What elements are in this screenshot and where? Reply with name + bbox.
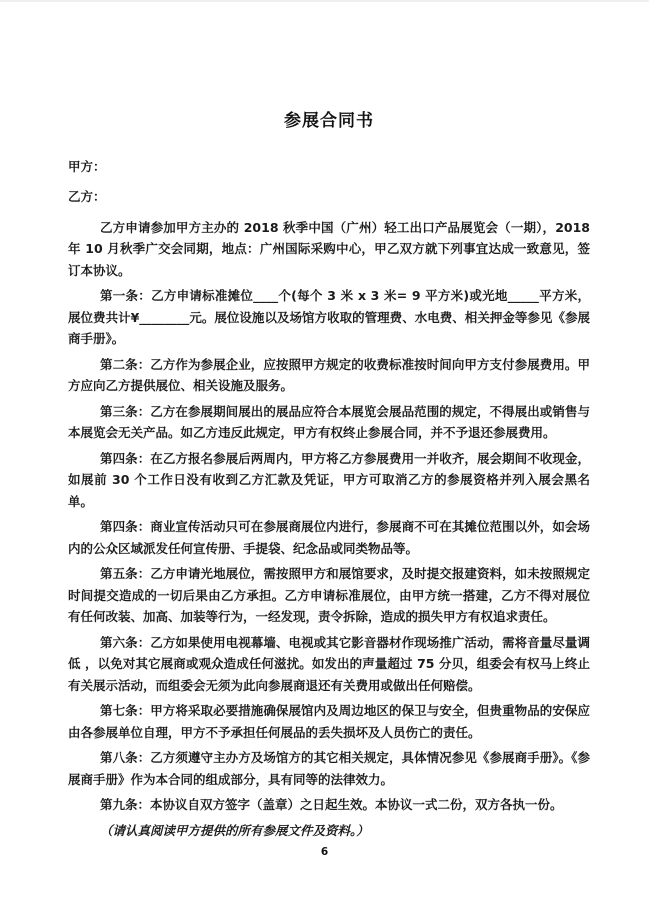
clause-paragraph [68, 401, 590, 444]
document-title: 参展合同书 [284, 111, 374, 131]
clause-paragraph [68, 632, 590, 697]
clause-text: 乙方申请光地展位，需按照甲方和展馆要求，及时提交报建资料，如未按照规定时间提交造成的一切后果由乙方承担。乙方申请标准展位，由甲方统一搭建，乙方不得对展位有任何改装、加高、加装等行为，一经发现，责令拆除，造成的损失甲方有权追求责任。 [68, 566, 590, 624]
clause-label: 第六条： [100, 634, 151, 650]
clause-text: 在乙方报名参展后两周内，甲方将乙方参展费用一并收齐，展会期间不收现金，如展前 30 个工作日没有收到乙方汇款及凭证，甲方可取消乙方的参展资格并列入展会黑名单。 [68, 450, 590, 509]
clause-paragraph [68, 563, 590, 628]
clause-label: 第一条： [100, 288, 152, 303]
clause-paragraph [68, 448, 590, 513]
clause-text: 乙方须遵守主办方及场馆方的其它相关规定，具体情况参见《参展商手册》。《参展商手册》作为本合同的组成部分，具有同等的法律效力。 [68, 750, 590, 787]
clause-paragraph [68, 700, 590, 743]
party-b-line: 乙方： [68, 189, 106, 204]
clause-text: 本协议自双方签字（盖章）之日起生效。本协议一式二份，双方各执一份。 [150, 797, 563, 812]
page-number: 6 [320, 846, 329, 858]
clause-label: 第七条： [100, 703, 151, 718]
clause-paragraph [68, 747, 590, 790]
clause-label: 第五条： [100, 566, 151, 581]
clause-text: 商业宣传活动只可在参展商展位内进行，参展商不可在其摊位范围以外，如会场内的公众区域派发任何宣传册、手提袋、纪念品或同类物品等。 [68, 519, 590, 556]
clause-label: 第九条： [100, 797, 151, 812]
note-line: （请认真阅读甲方提供的所有参展文件及资料。） [100, 822, 369, 838]
clause-label: 第三条： [100, 403, 151, 419]
clause-text: 乙方作为参展企业，应按照甲方规定的收费标准按时间向甲方支付参展费用。甲方应向乙方提供展位、相关设施及服务。 [68, 356, 590, 393]
clause-paragraph [68, 354, 590, 397]
clause-paragraph [68, 516, 590, 559]
clause-text: 乙方如果使用电视幕墙、电视或其它影音器材作现场推广活动，需将音量尽量调低 ，以免对其它展商或观众造成任何滋扰。如发出的声量超过 75 分贝，组委会有权马上终止有关展示活动，而组委会无须为此向参展商退还有关费用或做出任何赔偿。 [68, 634, 590, 693]
clause-text: 甲方将采取必要措施确保展馆内及周边地区的保卫与安全，但贵重物品的安保应由各参展单位自理，甲方不予承担任何展品的丢失损坏及人员伤亡的责任。 [68, 703, 590, 740]
clause-paragraph [68, 285, 590, 350]
clause-label: 第四条： [100, 450, 151, 466]
clause-text: 乙方申请标准摊位____个(每个 3 米 x 3 米= 9 平方米)或光地_____平方米，展位费共计¥________元。展位设施以及场馆方收取的管理费、水电费、相关押金等参见《参展商手册》。 [68, 288, 590, 346]
party-a-line: 甲方： [68, 158, 106, 174]
clauses-list [68, 285, 590, 816]
clause-paragraph [68, 794, 590, 816]
clause-label: 第二条： [100, 356, 151, 372]
clause-label: 第八条： [100, 750, 151, 765]
clause-text: 乙方在参展期间展出的展品应符合本展览会展品范围的规定，不得展出或销售与本展览会无关产品。如乙方违反此规定，甲方有权终止参展合同，并不予退还参展费用。 [68, 403, 590, 440]
clause-label: 第四条： [100, 519, 151, 534]
intro-paragraph: 乙方申请参加甲方主办的 2018 秋季中国（广州）轻工出口产品展览会（一期），2018 年 10 月秋季广交会同期，地点：广州国际采购中心，甲乙双方就下列事宜达成一致意见，签订本协议。 [68, 219, 590, 278]
